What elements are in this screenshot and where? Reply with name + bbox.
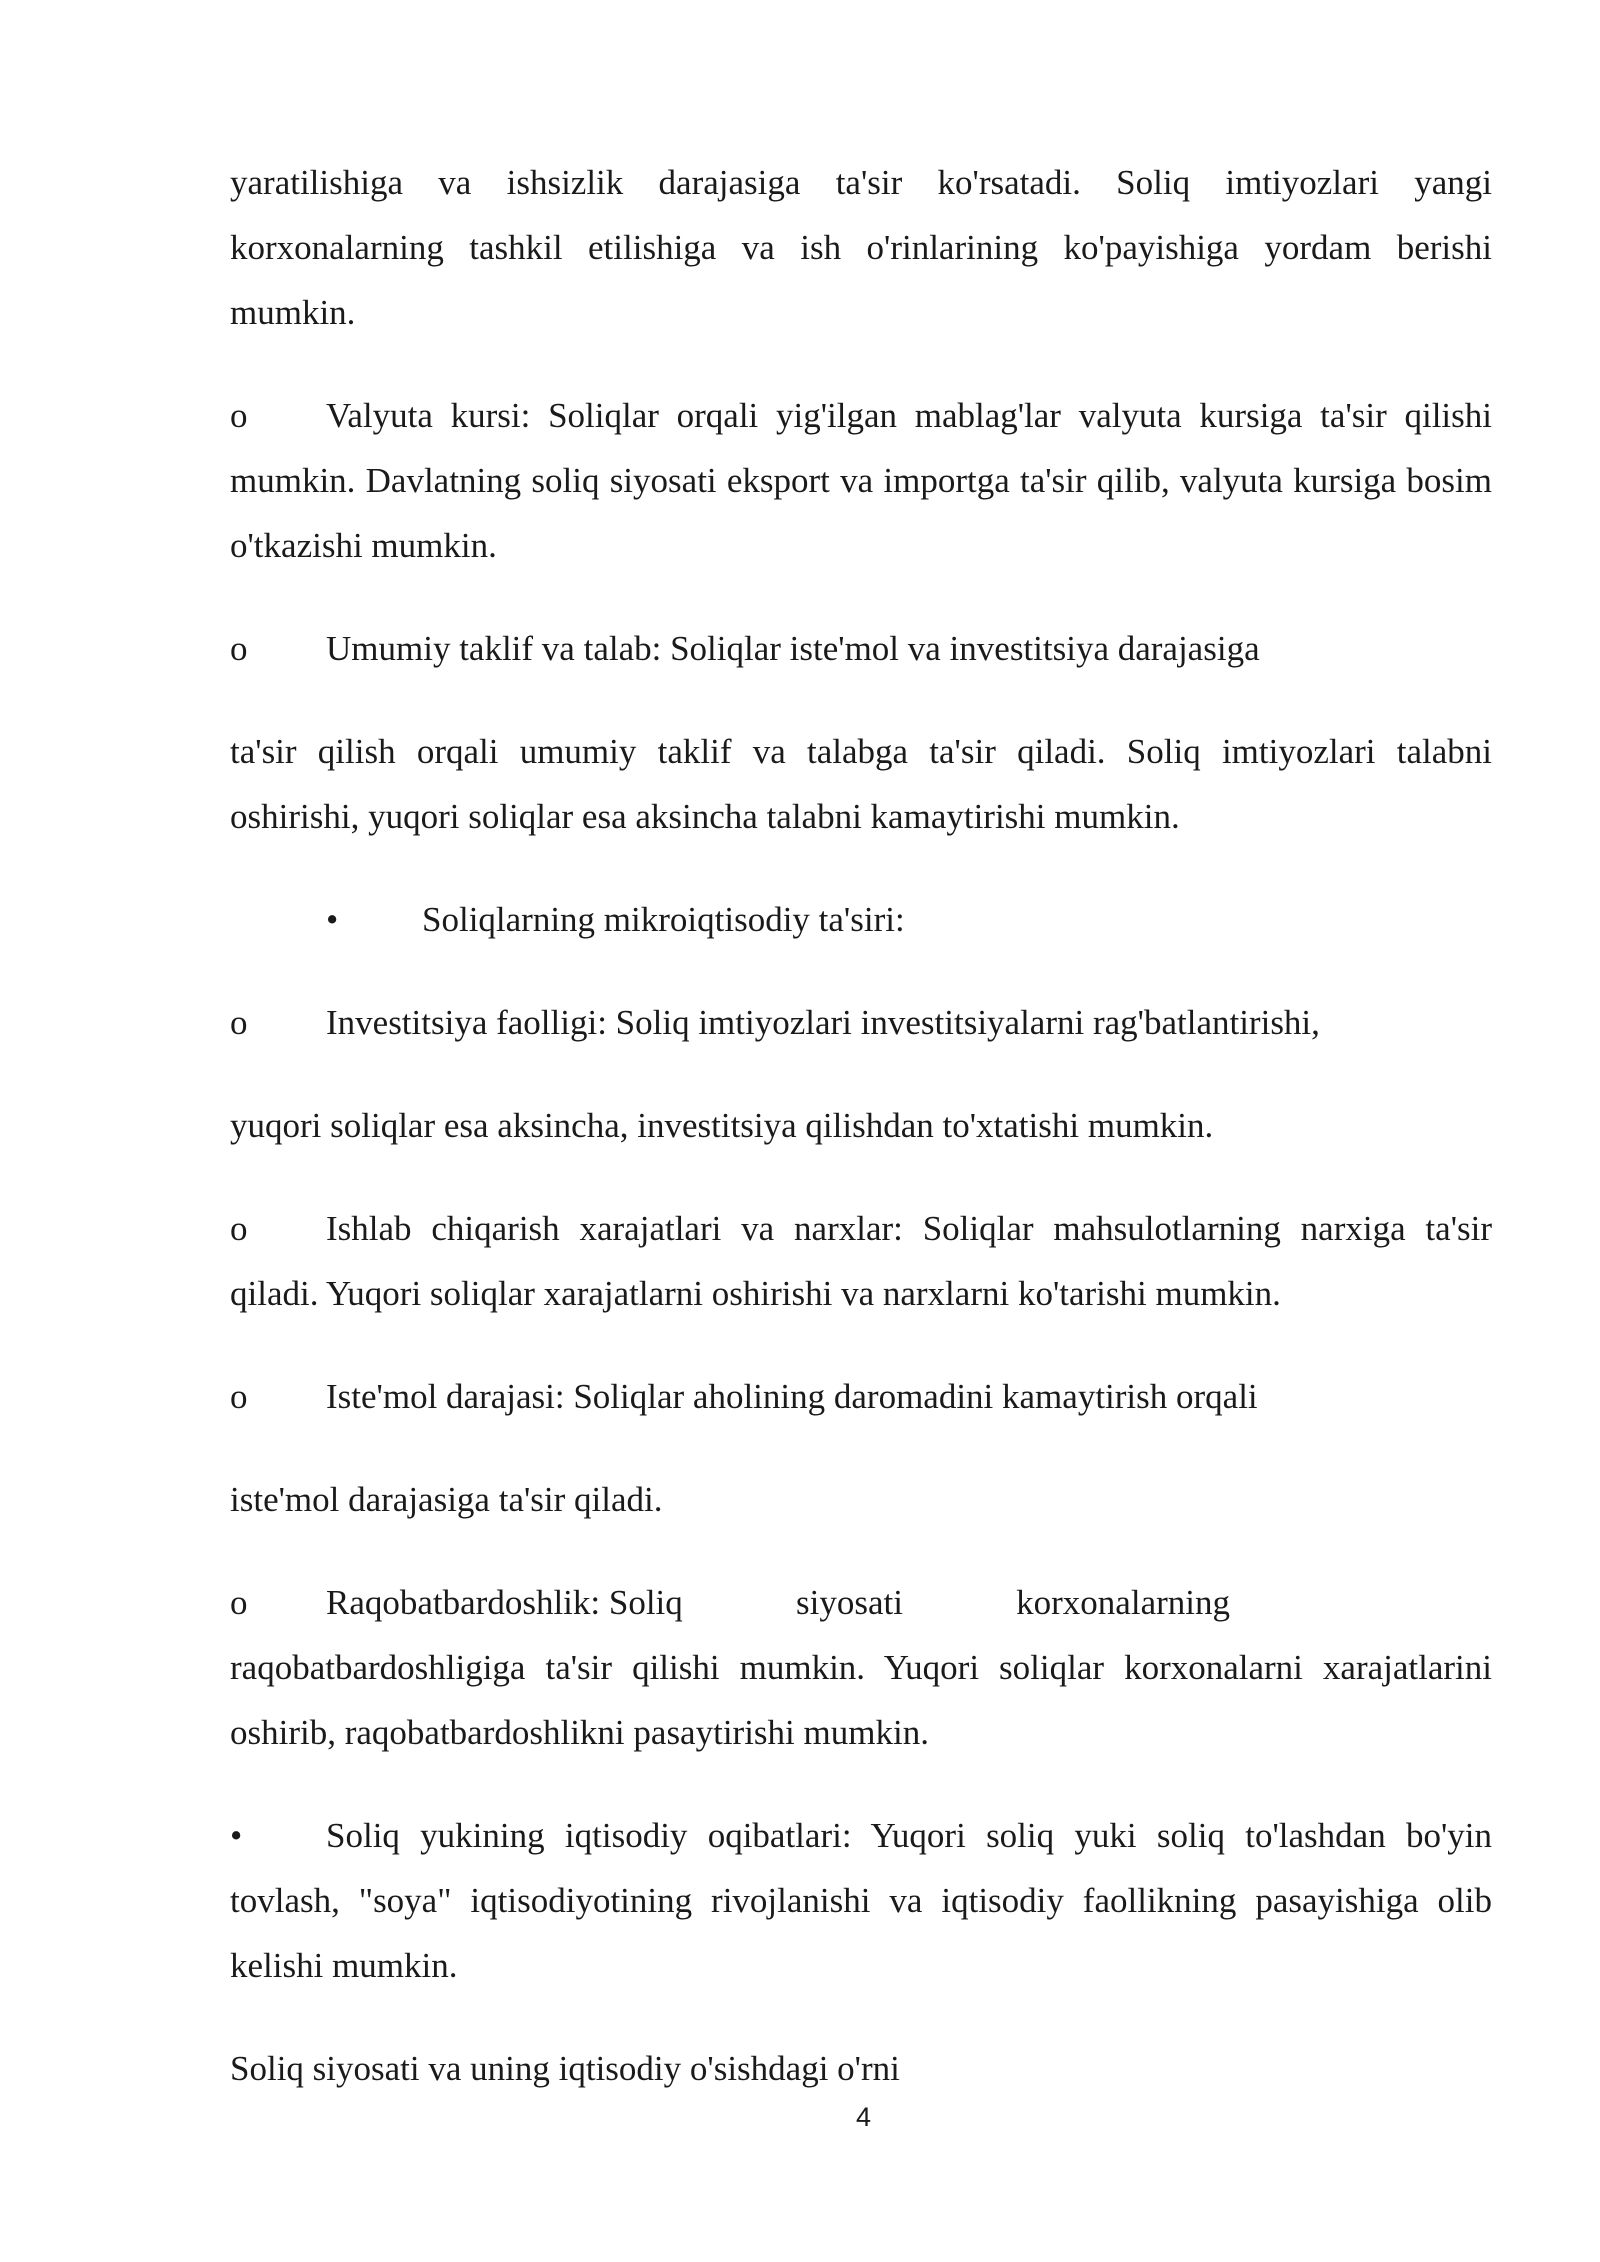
paragraph-investment-continued: yuqori soliqlar esa aksincha, investitsiya qilishdan to'xtatishi mumkin.	[230, 1106, 1214, 1145]
paragraph-supply-demand-continued: ta'sir qilish orqali umumiy taklif va talabga ta'sir qiladi. Soliq imtiyozlari talabni oshirishi, yuqori soliqlar esa aksincha talabni kamaytirishi mumkin.	[230, 732, 1492, 836]
list-item-text: Iste'mol darajasi: Soliqlar aholining daromadini kamaytirish orqali	[326, 1377, 1258, 1416]
list-item-text: Valyuta kursi: Soliqlar orqali yig'ilgan mablag'lar valyuta kursiga ta'sir qilishi mumkin. Davlatning soliq siyosati eksport va importga ta'sir qilib, valyuta kursiga bosim o'tkazishi mumkin.	[230, 396, 1492, 565]
list-item-micro-effect	[230, 887, 1492, 952]
competitiveness-first-line	[230, 1570, 1230, 1635]
paragraph-employment: yaratilishiga va ishsizlik darajasiga ta'sir ko'rsatadi. Soliq imtiyozlari yangi korxonalarning tashkil etilishiga va ish o'rinlarining ko'payishiga yordam berishi mumkin.	[230, 163, 1492, 332]
bullet-marker: •	[230, 1816, 243, 1855]
bullet-marker: •	[326, 900, 339, 939]
list-item-text: siyosati	[796, 1583, 903, 1622]
page-number: 4	[855, 2102, 872, 2132]
list-item-competitiveness	[230, 1570, 1492, 1765]
document-page	[230, 150, 1492, 2139]
list-item-tax-burden	[230, 1803, 1492, 1998]
list-item-investment	[230, 990, 1492, 1055]
list-marker: o	[230, 629, 248, 668]
list-item-exchange-rate	[230, 383, 1492, 578]
list-marker: o	[230, 1003, 248, 1042]
list-marker: o	[230, 1377, 248, 1416]
list-marker: o	[230, 396, 248, 435]
list-item-text: Ishlab chiqarish xarajatlari va narxlar: Soliqlar mahsulotlarning narxiga ta'sir qiladi. Yuqori soliqlar xarajatlarni oshirishi va narxlarni ko'tarishi mumkin.	[230, 1209, 1492, 1313]
list-marker: o	[230, 1583, 248, 1622]
list-item-text: Raqobatbardoshlik: Soliq	[326, 1583, 683, 1622]
list-item-supply-demand	[230, 616, 1492, 681]
paragraph-consumption-continued: iste'mol darajasiga ta'sir qiladi.	[230, 1480, 663, 1519]
list-item-text: Investitsiya faolligi: Soliq imtiyozlari investitsiyalarni rag'batlantirishi,	[326, 1003, 1320, 1042]
list-item-production-costs	[230, 1196, 1492, 1326]
section-heading: Soliq siyosati va uning iqtisodiy o'sishdagi o'rni	[230, 2049, 900, 2088]
list-marker: o	[230, 1209, 248, 1248]
list-item-text: Soliq yukining iqtisodiy oqibatlari: Yuqori soliq yuki soliq to'lashdan bo'yin tovlash, "soya" iqtisodiyotining rivojlanishi va iqtisodiy faollikning pasayishiga olib kelishi mumkin.	[230, 1816, 1492, 1985]
competitiveness-rest: raqobatbardoshligiga ta'sir qilishi mumkin. Yuqori soliqlar korxonalarni xarajatlarini oshirib, raqobatbardoshlikni pasaytirishi mumkin.	[230, 1648, 1492, 1752]
list-item-consumption	[230, 1364, 1492, 1429]
list-item-text: korxonalarning	[1016, 1583, 1230, 1622]
list-item-text: Umumiy taklif va talab: Soliqlar iste'mol va investitsiya darajasiga	[326, 629, 1260, 668]
list-item-text: Soliqlarning mikroiqtisodiy ta'siri:	[422, 900, 905, 939]
